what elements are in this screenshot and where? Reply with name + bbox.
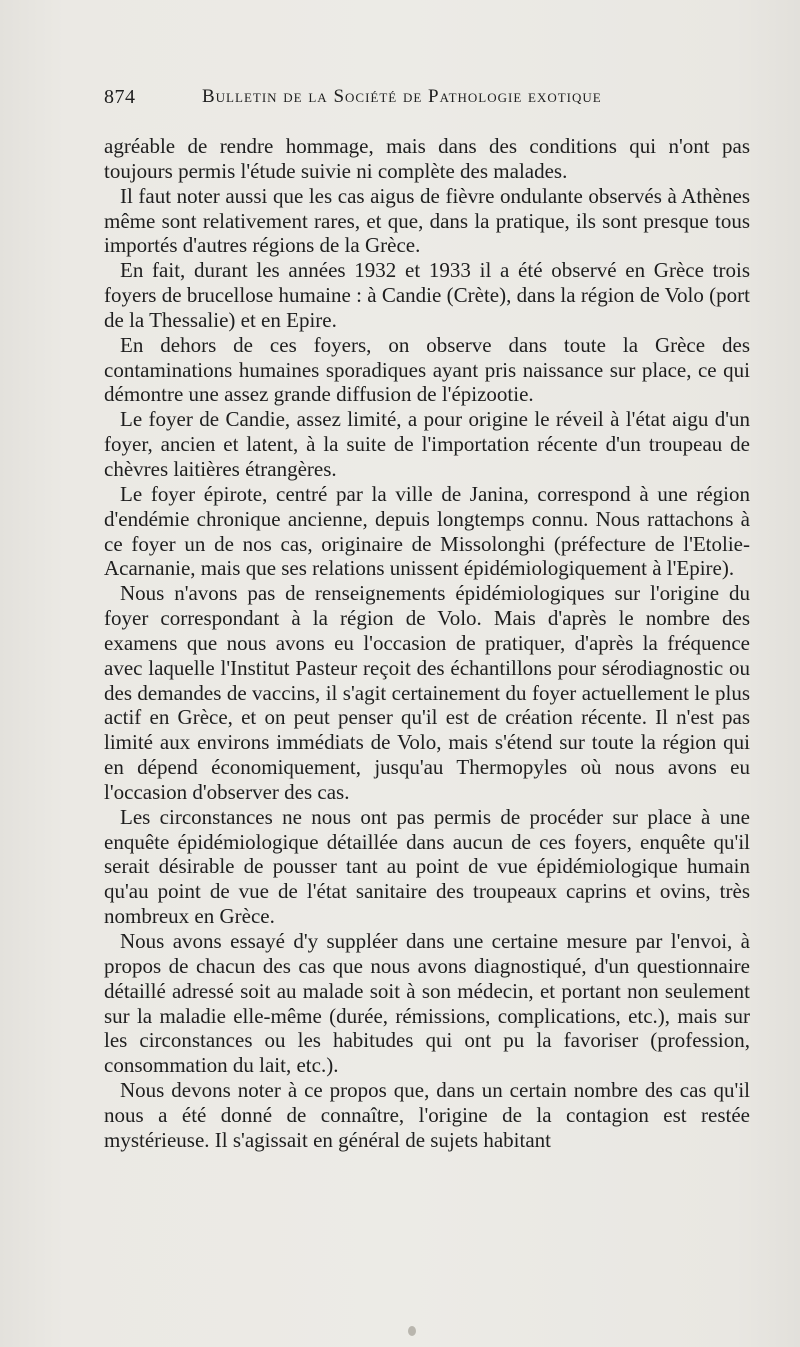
paragraph: En fait, durant les années 1932 et 1933 il a été observé en Grèce trois foyers de brucellose humaine : à Candie (Crète), dans la région de Volo (port de la Thessalie) et en Epire. — [104, 258, 750, 332]
running-header — [104, 86, 748, 116]
paragraph: Les circonstances ne nous ont pas permis de procéder sur place à une enquête épidémiologique détaillée dans aucun de ces foyers, enquête qu'il serait désirable de pousser tant au point de vue épidémiologique humain qu'au point de vue de l'état sanitaire des troupeaux caprins et ovins, très nombreux en Grèce. — [104, 804, 750, 929]
body-text — [104, 134, 750, 1153]
paragraph: Nous n'avons pas de renseignements épidémiologiques sur l'origine du foyer correspondant à la région de Volo. Mais d'après le nombre des examens que nous avons eu l'occasion de pratiquer, d'après la fréquence avec laquelle l'Institut Pasteur reçoit des échantillons pour sérodiagnostic ou des demandes de vaccins, il s'agit certainement du foyer actuellement le plus actif en Grèce, et on peut penser qu'il est de création récente. Il n'est pas limité aux environs immédiats de Volo, mais s'étend sur toute la région qui en dépend économiquement, jusqu'au Thermopyles où nous avons eu l'occasion d'observer des cas. — [104, 581, 750, 804]
paragraph: Nous devons noter à ce propos que, dans un certain nombre des cas qu'il nous a été donné de connaître, l'origine de la contagion est restée mystérieuse. Il s'agissait en général de sujets habitant — [104, 1078, 750, 1152]
paragraph: agréable de rendre hommage, mais dans des conditions qui n'ont pas toujours permis l'étude suivie ni complète des malades. — [104, 134, 750, 183]
ink-smudge — [408, 1326, 416, 1336]
paragraph: Il faut noter aussi que les cas aigus de fièvre ondulante observés à Athènes même sont relativement rares, et que, dans la pratique, ils sont presque tous importés d'autres régions de la Grèce. — [104, 183, 750, 258]
running-title: Bulletin de la Société de Pathologie exotique — [202, 86, 602, 107]
paragraph: Nous avons essayé d'y suppléer dans une certaine mesure par l'envoi, à propos de chacun des cas que nous avons diagnostiqué, d'un questionnaire détaillé adressé soit au malade soit à son médecin, et portant non seulement sur la maladie elle-même (durée, rémissions, complications, etc.), mais sur les circonstances ou les habitudes qui ont pu la favoriser (profession, consommation du lait, etc.). — [104, 929, 750, 1078]
paragraph: Le foyer épirote, centré par la ville de Janina, correspond à une région d'endémie chronique ancienne, depuis longtemps connu. Nous rattachons à ce foyer un de nos cas, originaire de Missolonghi (préfecture de l'Etolie-Acarnanie, mais que ses relations unissent épidémiologiquement à l'Epire). — [104, 481, 750, 581]
page-number: 874 — [104, 86, 136, 108]
paragraph: Le foyer de Candie, assez limité, a pour origine le réveil à l'état aigu d'un foyer, ancien et latent, à la suite de l'importation récente d'un troupeau de chèvres laitières étrangères. — [104, 407, 750, 481]
paragraph: En dehors de ces foyers, on observe dans toute la Grèce des contaminations humaines sporadiques ayant pris naissance sur place, ce qui démontre une assez grande diffusion de l'épizootie. — [104, 332, 750, 407]
